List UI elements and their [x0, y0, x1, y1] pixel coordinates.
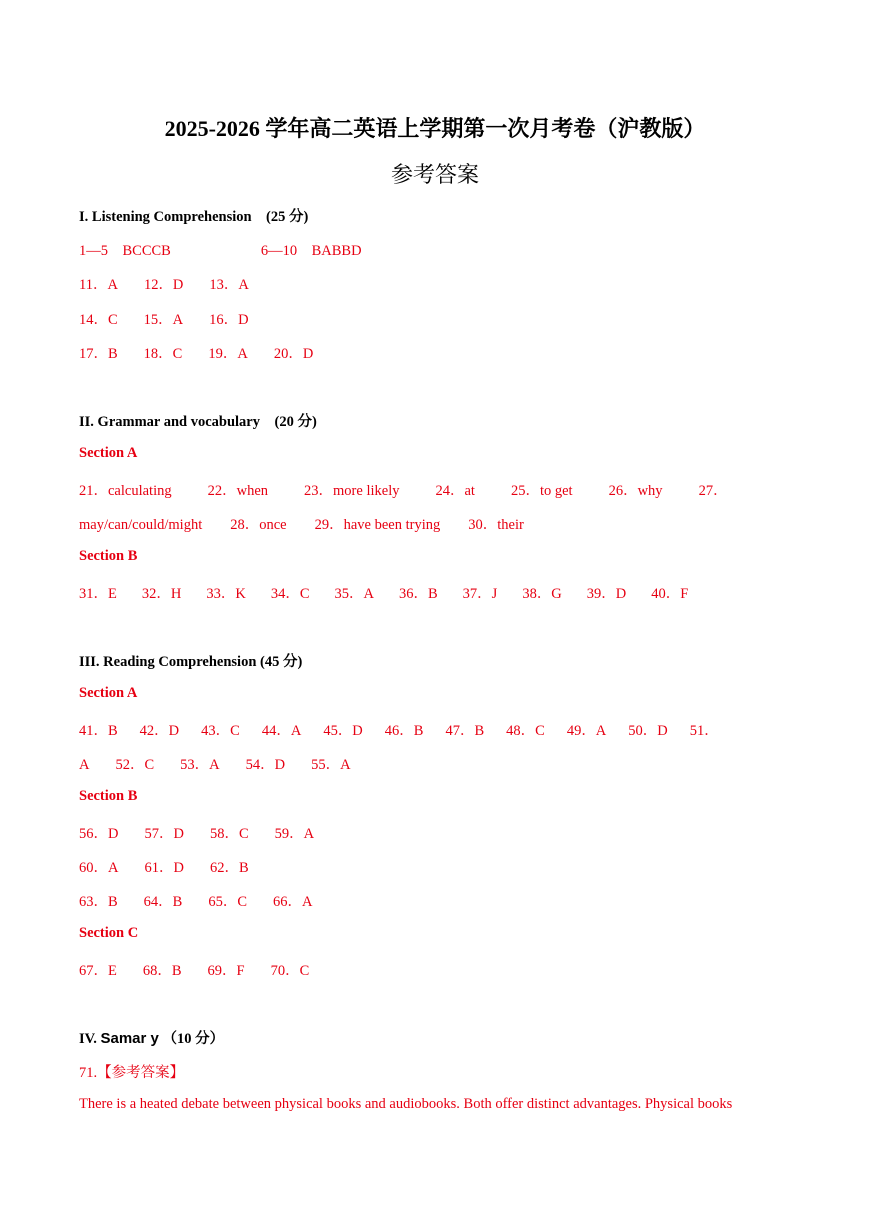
answer-item: 6—10 BABBD: [260, 243, 362, 259]
answer-item: 26．why: [608, 483, 663, 499]
answer-item: 28．once: [230, 517, 287, 533]
answer-row: [79, 308, 249, 329]
answer-item: 33．K: [206, 586, 246, 602]
answer-item: 41．B: [79, 723, 118, 739]
answer-row: [79, 890, 313, 911]
summary-heading-prefix: IV.: [79, 1031, 97, 1047]
answer-item: 55．A: [311, 757, 351, 773]
answer-row: [79, 273, 249, 294]
answer-row: [79, 479, 728, 500]
answer-item: 21．calculating: [79, 483, 172, 499]
answer-item: 56．D: [79, 826, 119, 842]
summary-heading-score: （10 分）: [162, 1031, 225, 1047]
answer-row: [79, 822, 314, 843]
summary-heading-word: Samar y: [100, 1030, 159, 1047]
answer-item: 31．E: [79, 586, 117, 602]
answer-item: 53．A: [180, 757, 220, 773]
reading-heading: III. Reading Comprehension (45 分): [79, 654, 303, 670]
answer-item: 65．C: [208, 894, 248, 910]
answer-item: 47．B: [445, 723, 485, 739]
section-a-label: Section A: [79, 445, 138, 461]
answer-item: 40．F: [651, 586, 689, 602]
answer-item: 43．C: [201, 723, 240, 739]
answer-row: [79, 719, 719, 740]
answer-item: 18．C: [143, 346, 183, 362]
page-subtitle: 参考答案: [390, 162, 479, 187]
answer-item: 13．A: [209, 277, 249, 293]
answer-item: 35．A: [334, 586, 374, 602]
answer-item: 45．D: [323, 723, 363, 739]
answer-item: 16．D: [209, 312, 249, 328]
answer-item: 51．: [689, 723, 719, 739]
summary-heading: [79, 1027, 224, 1048]
answer-item: 44．A: [261, 723, 302, 739]
answer-item: 64．B: [143, 894, 183, 910]
answer-item: 68．B: [142, 963, 182, 979]
answer-item: 62．B: [209, 860, 249, 876]
answer-item: 14．C: [79, 312, 118, 328]
answer-item: 54．D: [245, 757, 286, 773]
answer-item: 22．when: [207, 483, 269, 499]
answer-item: 19．A: [208, 346, 248, 362]
answer-item: 27．: [698, 483, 728, 499]
answer-item: 38．G: [522, 586, 562, 602]
answer-item: 25．to get: [510, 483, 573, 499]
answer-item: 50．D: [628, 723, 668, 739]
answer-item: 66．A: [273, 894, 313, 910]
answer-item: 49．A: [566, 723, 607, 739]
answer-item: 34．C: [270, 586, 310, 602]
answer-item: 23．more likely: [304, 483, 400, 499]
answer-item: 63．B: [79, 894, 118, 910]
answer-item: 12．D: [143, 277, 184, 293]
section-c-label: Section C: [79, 925, 139, 941]
answer-item: 32．H: [141, 586, 182, 602]
answer-paragraph: There is a heated debate between physical books and audiobooks. Both offer distinct advantages. Physical books: [79, 1096, 733, 1112]
answer-item: 1—5 BCCCB: [79, 243, 171, 259]
answer-item: 20．D: [273, 346, 314, 362]
answer-row: [79, 753, 351, 774]
answer-row: [79, 856, 249, 877]
answer-item: 67．E: [79, 963, 117, 979]
answer-item: 11．A: [79, 277, 118, 293]
answer-item: 15．A: [143, 312, 184, 328]
answer-item: 58．C: [209, 826, 249, 842]
answer-item: 70．C: [270, 963, 310, 979]
answer-item: 48．C: [506, 723, 545, 739]
answer-item: 60．A: [79, 860, 119, 876]
answer-row: [79, 342, 313, 363]
answer-item: 17．B: [79, 346, 118, 362]
answer-item: 30．their: [468, 517, 524, 533]
answer-item: 39．D: [586, 586, 627, 602]
answer-item: 37．J: [462, 586, 498, 602]
grammar-heading: II. Grammar and vocabulary (20 分): [79, 414, 317, 430]
answer-item: 57．D: [144, 826, 184, 842]
answer-item: 36．B: [398, 586, 438, 602]
answer-label: 71.【参考答案】: [79, 1065, 185, 1081]
answer-item: may/can/could/might: [79, 517, 203, 533]
answer-row: [79, 239, 362, 260]
answer-item: 52．C: [115, 757, 155, 773]
answer-item: 61．D: [144, 860, 184, 876]
listening-heading: I. Listening Comprehension (25 分): [79, 209, 309, 225]
section-b-label: Section B: [79, 788, 138, 804]
answer-item: 69．F: [207, 963, 245, 979]
answer-item: 46．B: [384, 723, 424, 739]
answer-item: 24．at: [435, 483, 475, 499]
section-a-label: Section A: [79, 685, 138, 701]
answer-row: [79, 582, 688, 603]
answer-row: [79, 959, 309, 980]
answer-item: 59．A: [274, 826, 315, 842]
answer-item: A: [79, 757, 90, 773]
page-title: 2025-2026 学年高二英语上学期第一次月考卷（沪教版）: [164, 116, 706, 141]
answer-item: 42．D: [139, 723, 180, 739]
answer-row: [79, 513, 524, 534]
answer-item: 29．have been trying: [314, 517, 441, 533]
section-b-label: Section B: [79, 548, 138, 564]
